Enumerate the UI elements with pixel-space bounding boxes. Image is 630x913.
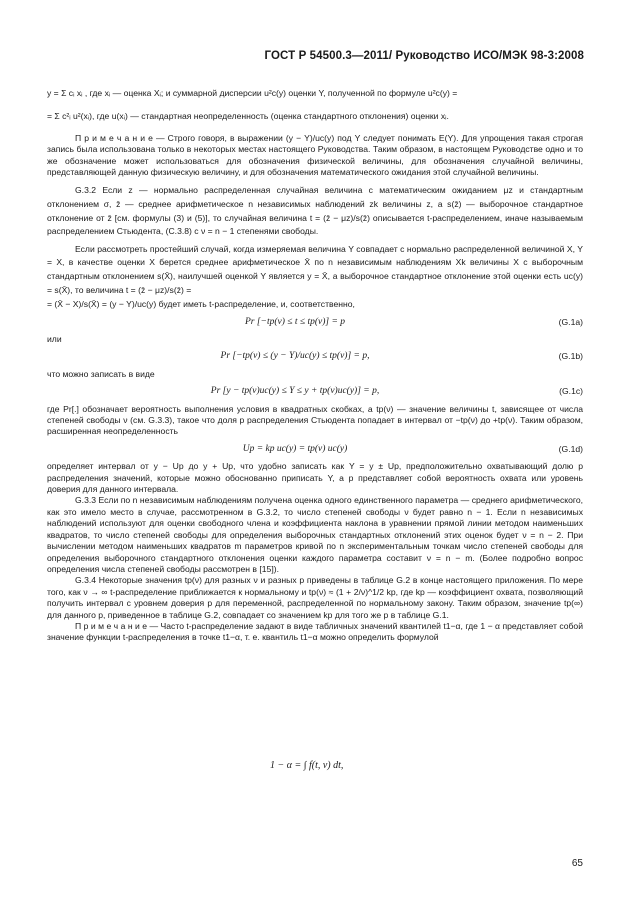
formula-body: Pr [y − tp(ν)uc(y) ≤ Y ≤ y + tp(ν)uc(y)] = p, <box>210 386 380 397</box>
paragraph: Если рассмотреть простейший случай, когда измеряемая величина Y совпадает с нормально распределенной величиной X, Y = X, в качестве оценки X берется среднее арифметическое X̄ по n независимым наблюдениям Xk величины X с выборочным стандартным отклонением s(X̄), наилучшей оценкой Y является y = X̄, а выборочное стандартное отклонение этой оценки есть uc(y) = s(X̄), то величина t = (z̄ − μz)/s(z̄) = <box>47 243 583 295</box>
paragraph: где Pr[.] обозначает вероятность выполнения условия в квадратных скобках, а tp(ν) — значение величины t, зависящее от числа степеней свободы ν (см. G.3.3), такое что доля p распределения Стьюдента попадает в интервал от −tp(ν) до +tp(ν). Таким образом, расширенная неопределенность <box>47 403 583 437</box>
formula-g1d <box>47 444 583 455</box>
document-body <box>47 78 583 644</box>
integral-formula: 1 − α = ∫ f(t, ν) dt, <box>270 760 344 771</box>
paragraph: = Σ c²ᵢ u²(xᵢ), где u(xᵢ) — стандартная неопределенность (оценка стандартного отклонения) оценки xᵢ. <box>47 111 449 122</box>
paragraph: или <box>47 334 62 344</box>
note: П р и м е ч а н и е — Часто t-распределение задают в виде табличных значений квантилей t1−α, где 1 − α представляет собой значение функции t-распределения в точке t1−α, т. е. квантиль t1−α можно определить формулой <box>47 620 583 643</box>
paragraph: = (X̄ − X)/s(X̄) = (y − Y)/uc(y) будет иметь t-распределение, и, соответственно, <box>47 299 355 310</box>
paragraph: определяет интервал от y − Up до y + Up, что удобно записать как Y = y ± Up, предположительно охватывающий долю p распределения значений, которые можно обоснованно приписать Y, а p представляет собой вероятность охвата или уровень доверия для данного интервала. <box>47 461 583 495</box>
note: П р и м е ч а н и е — Строго говоря, в выражении (y − Y)/uc(y) под Y следует понимать E(Y). Для упрощения такая строгая запись была использована только в некоторых местах настоящего Руководства. Таким образом, в настоящем Руководстве одно и то же обозначение может использоваться для обозначения физической величины, для обозначения случайной величины, представляющей данную физическую величину, и для обозначения математического ожидания этой случайной величины. <box>47 132 583 178</box>
formula-g1a <box>47 317 583 328</box>
paragraph: G.3.3 Если по n независимым наблюдениям получена оценка одного единственного параметра — среднего арифметического, как это имело место в случае, рассмотренном в G.3.2, то число степеней свободы ν будет равно n − 1. Если n независимых наблюдений используют для оценки свободного члена и коэффициента наклона в уравнении прямой линии методом наименьших квадратов, то число степеней свободы для определения выборочных стандартных отклонений этих оценок будет ν = n − 2. При вычислении методом наименьших квадратов m параметров кривой по n экспериментальным точкам число степеней свободы для определения выборочного стандартного отклонения оценки каждого параметра составит ν = n − m. (Более подробно вопрос определения числа степеней свободы рассмотрен в [15]). <box>47 495 583 574</box>
page-number: 65 <box>571 858 583 869</box>
paragraph: G.3.2 Если z — нормально распределенная случайная величина с математическим ожиданием μz и стандартным отклонением σ, z̄ — среднее арифметическое n независимых наблюдений zk величины z, а s(z̄) — выборочное стандартное отклонение от z̄ [см. формулы (3) и (5)], то случайная величина t = (z̄ − μz)/s(z̄) описывается t-распределением, иначе называемым распределением Стьюдента, (C.3.8) с ν = n − 1 степенями свободы. <box>47 185 583 237</box>
formula-body: Pr [−tp(ν) ≤ (y − Y)/uc(y) ≤ tp(ν)] = p, <box>220 351 370 362</box>
formula-g1b <box>47 351 583 362</box>
paragraph: y = Σ cᵢ xᵢ , где xᵢ — оценка Xᵢ; и суммарной дисперсии u²c(y) оценки Y, полученной по формуле u²c(y) = <box>47 88 458 98</box>
formula-label: (G.1d) <box>558 443 584 454</box>
paragraph: что можно записать в виде <box>47 368 155 379</box>
formula-g1c <box>47 386 583 397</box>
formula-label: (G.1b) <box>558 351 583 362</box>
paragraph: G.3.4 Некоторые значения tp(ν) для разных ν и разных p приведены в таблице G.2 в конце настоящего приложения. По мере того, как ν → ∞ t-распределение приближается к нормальному и tp(ν) ≈ (1 + 2/ν)^1/2 kp, где kp — коэффициент охвата, позволяющий получить интервал с уровнем доверия p для переменной, распределенной по нормальному закону. Таким образом, значение tp(∞) для данного p, приведенное в таблице G.2, совпадает со значением kp для того же p в таблице G.1. <box>47 575 583 620</box>
formula-label: (G.1a) <box>558 316 583 327</box>
formula-body: Pr [−tp(ν) ≤ t ≤ tp(ν)] = p <box>244 316 346 327</box>
formula-label: (G.1c) <box>559 386 584 397</box>
formula-body: Up = kp uc(y) = tp(ν) uc(y) <box>242 443 348 454</box>
page-header: ГОСТ Р 54500.3—2011/ Руководство ИСО/МЭК 98-3:2008 <box>264 50 584 62</box>
